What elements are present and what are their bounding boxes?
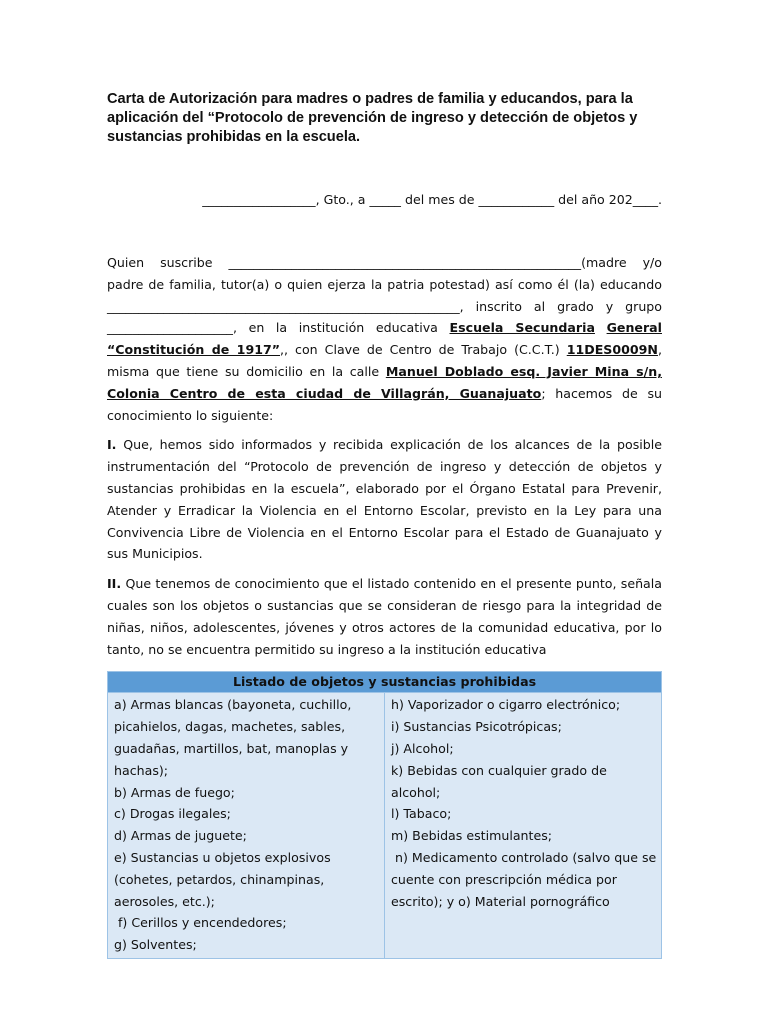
student-name-line: ________________________________________________________, inscrito al [107, 298, 546, 314]
school-name-part2: General “Constitución de 1917” [107, 320, 662, 358]
paragraph-point-one [107, 434, 662, 565]
school-address: Manuel Doblado esq. Javier Mina s/n, Colonia Centro de esta ciudad de Villagrán, Guanajuato [107, 363, 662, 401]
paragraph-point-two [107, 573, 662, 660]
list-item: d) Armas de juguete; [114, 828, 247, 844]
school-name-part1: Escuela Secundaria [449, 320, 595, 336]
list-item: g) Solventes; [114, 937, 197, 953]
grade-group-line: grado y grupo ____________________, en la institución educativa [107, 298, 663, 336]
point-two-text: Que tenemos de conocimiento que el listado contenido en el presente punto, señala cuales son los objetos o sustancias que se consideran de riesgo para la integridad de niñas, niños, adolescentes, jóvenes y otros actores de la comunidad educativa, por lo tanto, no se encuentra permitido su ingreso a la institución educativa [107, 576, 662, 657]
list-item: c) Drogas ilegales; [114, 806, 231, 822]
list-item: a) Armas blancas (bayoneta, cuchillo, picahielos, dagas, machetes, sables, guadañas, martillos, bat, manoplas y hachas); [114, 697, 352, 778]
prohibited-items-table [107, 671, 662, 959]
table-header: Listado de objetos y sustancias prohibidas [108, 672, 662, 693]
point-one-text: Que, hemos sido informados y recibida explicación de los alcances de la posible instrumentación del “Protocolo de prevención de ingreso y detección de objetos y sustancias prohibidas en la escuela”, elaborado por el Órgano Estatal para Prevenir, Atender y Erradicar la Violencia en el Entorno Escolar, previsto en la Ley para una Convivencia Libre de Violencia en el Entorno Escolar para el Estado de Guanajuato y sus Municipios. [107, 437, 662, 562]
list-item: h) Vaporizador o cigarro electrónico; [391, 697, 621, 713]
list-item: b) Armas de fuego; [114, 784, 235, 800]
list-item: n) Medicamento controlado (salvo que se cuente con prescripción médica por escrito); y o) Material pornográfico [391, 849, 661, 909]
cct-code: 11DES0009N [566, 342, 658, 358]
list-item: i) Sustancias Psicotrópicas; [391, 719, 562, 735]
address-intro: , misma que tiene su domicilio en la calle [107, 342, 662, 379]
list-item: e) Sustancias u objetos explosivos (cohetes, petardos, chinampinas, aerosoles, etc.); [114, 849, 331, 909]
subscriber-line: Quien suscribe ________________________________________________________(madre [107, 255, 627, 270]
point-two-number: II. [107, 576, 122, 592]
date-line: __________________, Gto., a _____ del mes de ____________ del año 202____. [202, 192, 662, 207]
paragraph-subscriber [107, 252, 662, 426]
list-item: m) Bebidas estimulantes; [391, 828, 553, 844]
list-item: k) Bebidas con cualquier grado de alcohol; [391, 762, 607, 800]
guardian-line: y/o padre de familia, tutor(a) o quien ejerza la patria potestad) así como él (la) educando [107, 255, 662, 292]
document-page [107, 90, 662, 959]
paragraph-closing: ; hacemos de su conocimiento lo siguiente: [107, 385, 662, 423]
cct-label: ,, con Clave de Centro de Trabajo (C.C.T.) [280, 342, 567, 358]
right-column [385, 693, 662, 959]
list-item: f) Cerillos y encendedores; [114, 915, 287, 931]
document-title: Carta de Autorización para madres o padres de familia y educandos, para la aplicación del “Protocolo de prevención de ingreso y detección de objetos y sustancias prohibidas en la escuela. [107, 91, 638, 145]
left-column [108, 693, 385, 959]
point-one-number: I. [107, 437, 117, 453]
list-item: l) Tabaco; [391, 806, 452, 822]
list-item: j) Alcohol; [391, 740, 454, 756]
